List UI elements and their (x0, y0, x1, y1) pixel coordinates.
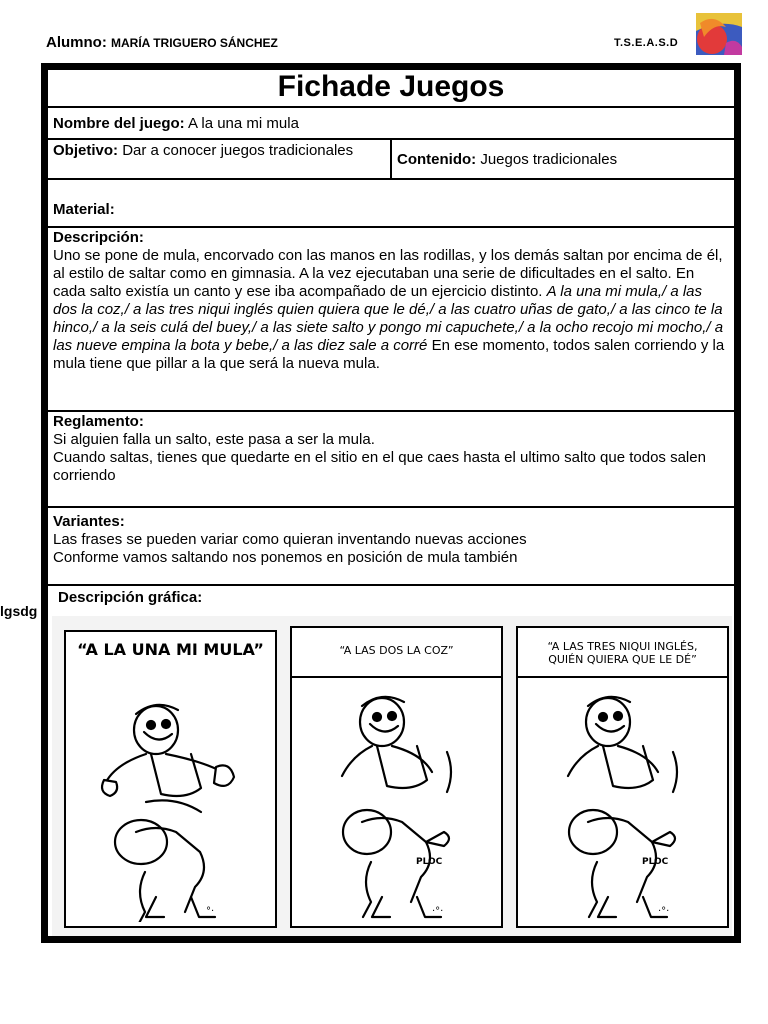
panel-1-caption: “A LA UNA MI MULA” (77, 640, 264, 659)
panel-3-caption (518, 640, 727, 666)
page-title: Fichade Juegos (277, 70, 505, 103)
nombre-row (46, 106, 736, 140)
ground-mark: °· (206, 906, 215, 917)
contenido-value: Juegos tradicionales (480, 151, 618, 168)
descripcion-text: Uno se pone de mula, encorvado con las manos en las rodillas, y los demás saltan por encima de él, al estilo de saltar como en gimnasia. A la vez ejecutaban una serie de dificultades en el salto. En cada salto existía un canto y ese iba acompañado de un ejercicio distinto. (53, 247, 723, 300)
descripcion-row (46, 226, 736, 412)
panel-3-caption-line-1: “A LAS TRES NIQUI INGLÉS, (547, 640, 698, 653)
variantes-label: Variantes: (53, 513, 125, 530)
comic-panel-2-caption-box (290, 626, 503, 678)
panel-2-caption: “A LAS DOS LA COZ” (339, 644, 454, 657)
material-row (46, 178, 736, 228)
ground-mark: ·°· (658, 906, 670, 917)
leapfrog-figure-2 (322, 692, 472, 922)
sound-effect-3: PLOC (642, 857, 669, 867)
sound-effect-2: PLOC (416, 857, 443, 867)
descripcion-body (53, 247, 729, 373)
variantes-line-2: Conforme vamos saltando nos ponemos en posición de mula también (53, 549, 518, 566)
objetivo-value: Dar a conocer juegos tradicionales (122, 142, 354, 159)
descripcion-label: Descripción: (53, 229, 144, 246)
nombre-value: A la una mi mula (188, 115, 299, 132)
comic-panel-2 (290, 676, 503, 928)
school-code: T.S.E.A.S.D (614, 37, 679, 49)
school-logo (696, 13, 742, 55)
contenido-cell (390, 138, 736, 180)
reglamento-row (46, 410, 736, 508)
contenido-label: Contenido: (397, 151, 477, 168)
objetivo-cell (46, 138, 392, 180)
descripcion-verse: A la una mi mula,/ a las dos la coz,/ a las tres niqui inglés quien quiera que le dé,/ a las cuatro uñas de gato,/ a las cinco te la hinco,/ a la seis culá del buey,/ a las siete salto y pongo mi capuchete,/ a la ocho recojo mi mocho,/ a las nueve empina la bota y bebe,/ a las diez sale a corré (53, 283, 724, 354)
comic-panel-3-caption-box (516, 626, 729, 678)
material-label: Material: (53, 201, 115, 218)
reglamento-line-1: Si alguien falla un salto, este pasa a ser la mula. (53, 431, 375, 448)
reglamento-line-2: Cuando saltas, tienes que quedarte en el sitio en el que caes hasta el ultimo salto que todos salen corriendo (53, 449, 706, 484)
panel-3-caption-line-2: QUIÉN QUIERA QUE LE DÉ” (548, 653, 697, 666)
alumno-label: Alumno: (46, 34, 107, 51)
leapfrog-figure-1 (96, 692, 246, 922)
variantes-line-1: Las frases se pueden variar como quieran inventando nuevas acciones (53, 531, 527, 548)
comic-strip (52, 616, 732, 936)
leapfrog-figure-3 (548, 692, 698, 922)
ground-mark: ·°· (432, 906, 444, 917)
comic-panel-3 (516, 676, 729, 928)
reglamento-label: Reglamento: (53, 413, 144, 430)
side-fragment: lgsdg (0, 603, 38, 619)
objetivo-label: Objetivo: (53, 142, 119, 159)
nombre-label: Nombre del juego: (53, 115, 185, 132)
alumno-header (46, 34, 278, 51)
alumno-name: MARÍA TRIGUERO SÁNCHEZ (111, 36, 278, 50)
variantes-row (46, 506, 736, 586)
grafica-row (46, 584, 736, 938)
descripcion-after: En ese momento, todos salen corriendo y la mula tiene que pillar a la que será la nueva mula. (53, 337, 725, 372)
comic-panel-1 (64, 630, 277, 928)
grafica-label: Descripción gráfica: (58, 589, 203, 606)
title-cell (46, 68, 736, 108)
game-sheet (41, 63, 741, 943)
